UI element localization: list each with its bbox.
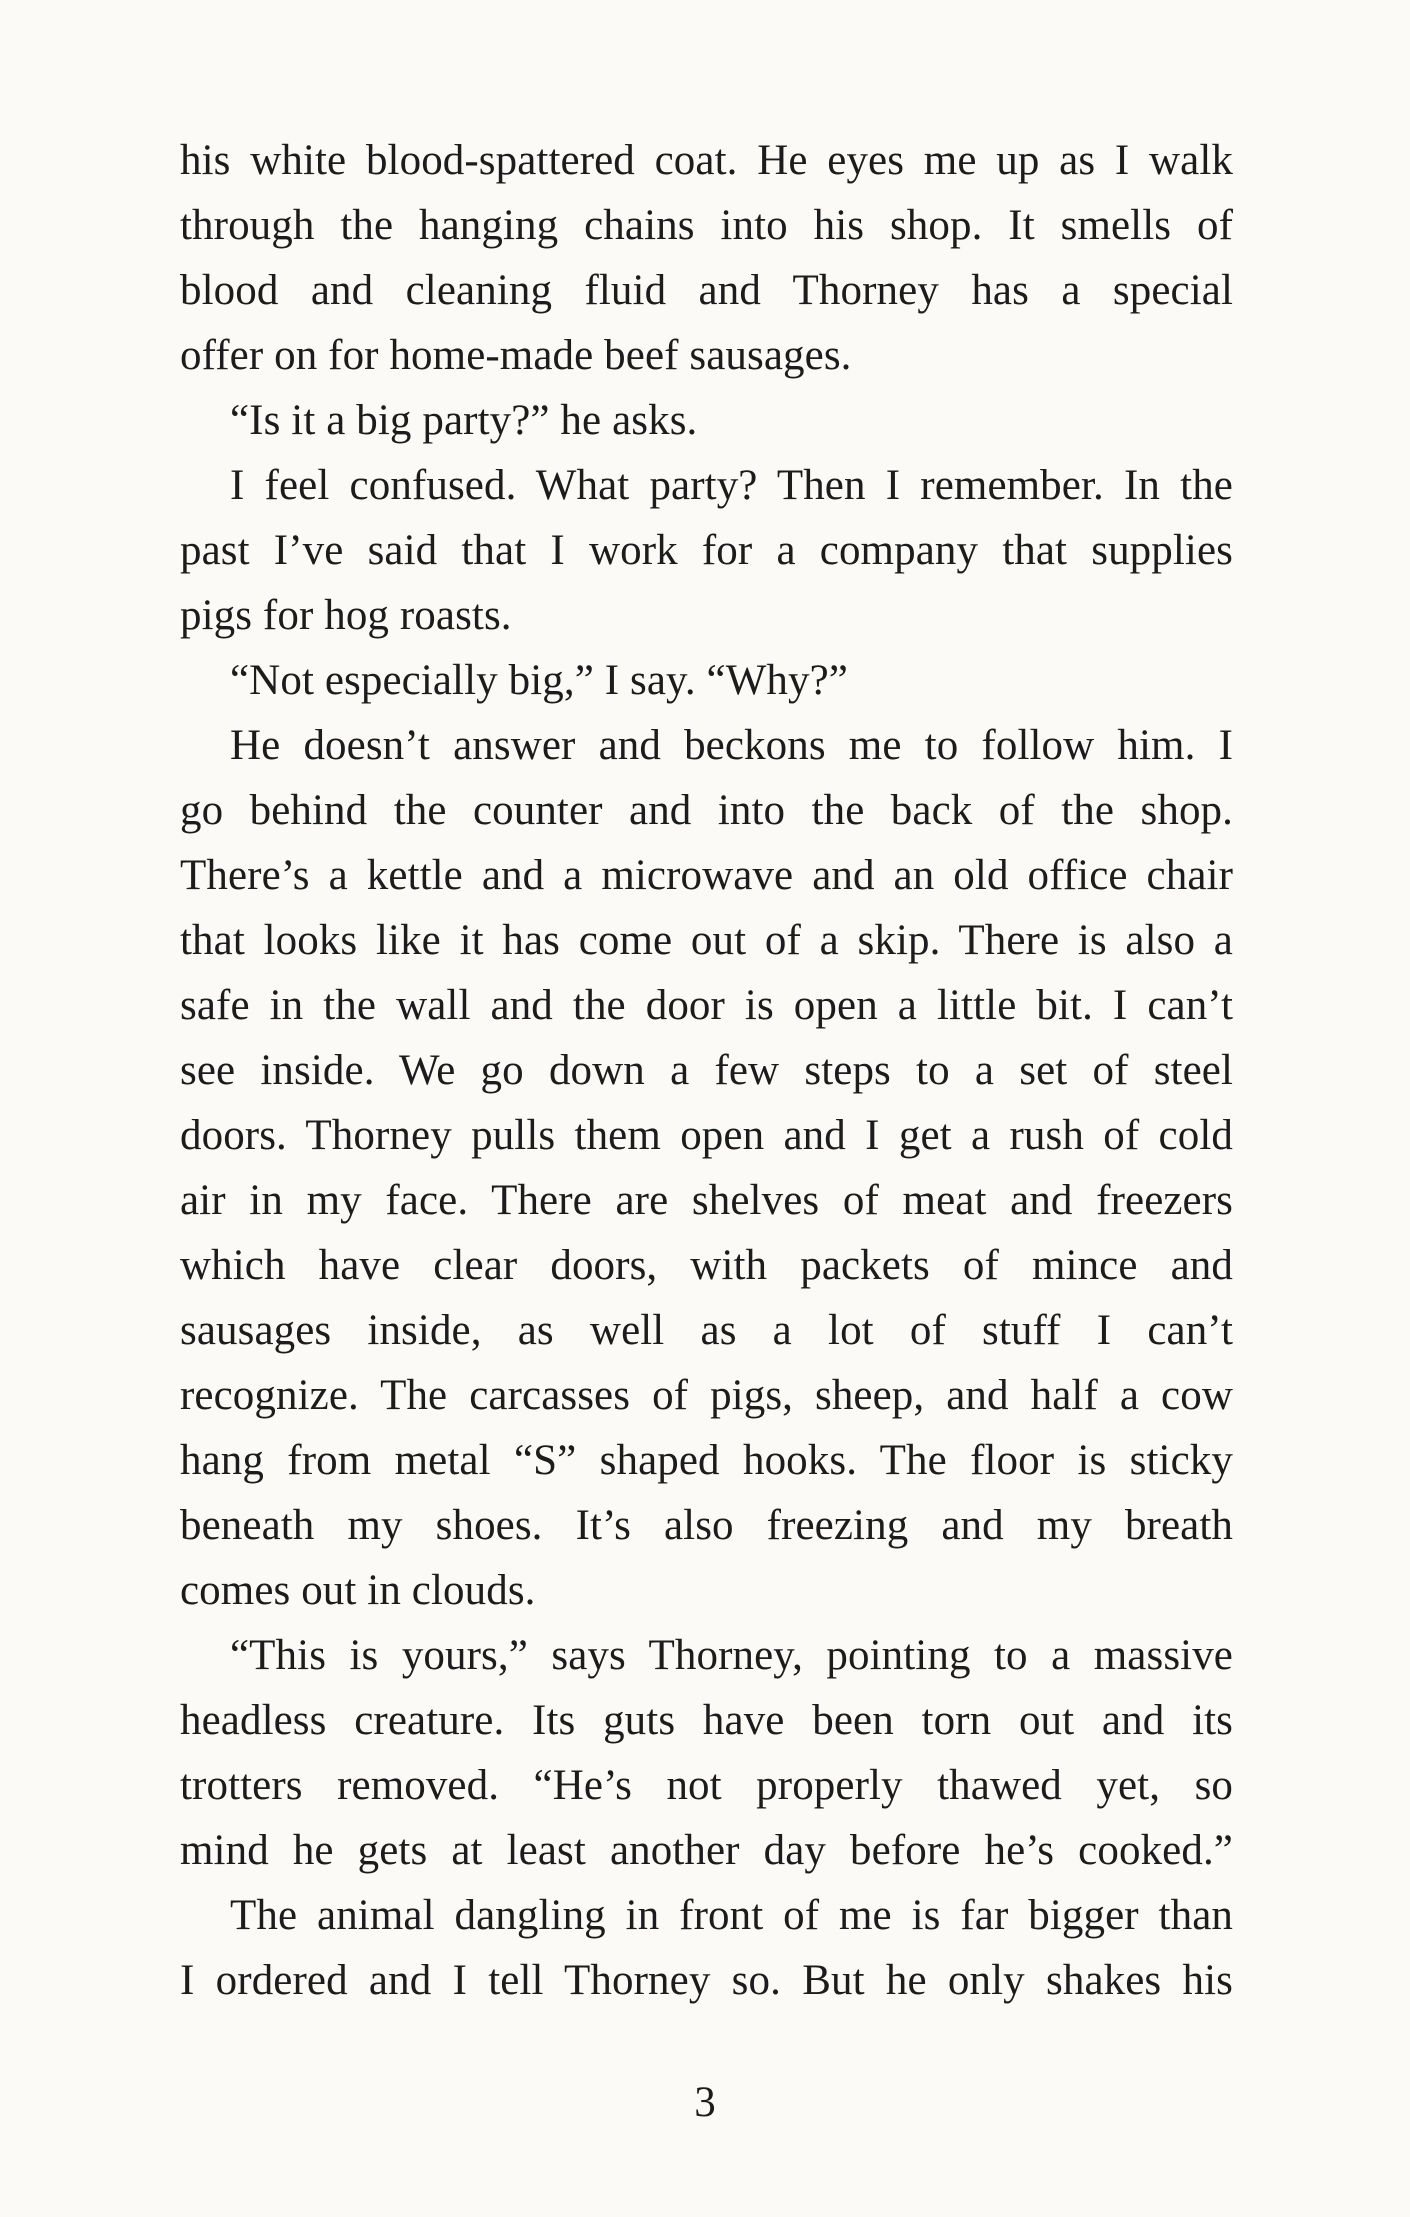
text-line: blood and cleaning fluid and Thorney has a special xyxy=(180,267,1233,314)
text-line: comes out in clouds. xyxy=(180,1567,536,1614)
text-line: I ordered and I tell Thorney so. But he only shakes his xyxy=(180,1957,1233,2004)
text-line: that looks like it has come out of a skip. There is also a xyxy=(180,917,1233,964)
text-line: trotters removed. “He’s not properly thawed yet, so xyxy=(180,1762,1233,1809)
text-line: past I’ve said that I work for a company that supplies xyxy=(180,527,1233,574)
text-line: which have clear doors, with packets of mince and xyxy=(180,1242,1233,1289)
text-line: He doesn’t answer and beckons me to follow him. I xyxy=(230,722,1233,769)
text-line: his white blood-spattered coat. He eyes me up as I walk xyxy=(180,137,1233,184)
text-line: hang from metal “S” shaped hooks. The floor is sticky xyxy=(180,1437,1233,1484)
text-line: pigs for hog roasts. xyxy=(180,592,512,639)
text-line: headless creature. Its guts have been torn out and its xyxy=(180,1697,1233,1744)
text-line: There’s a kettle and a microwave and an old office chair xyxy=(180,852,1233,899)
text-line: air in my face. There are shelves of meat and freezers xyxy=(180,1177,1233,1224)
text-line: recognize. The carcasses of pigs, sheep, and half a cow xyxy=(180,1372,1233,1419)
text-line: “Is it a big party?” he asks. xyxy=(230,397,698,444)
text-line: through the hanging chains into his shop. It smells of xyxy=(180,202,1233,249)
text-line: offer on for home-made beef sausages. xyxy=(180,332,852,379)
text-line: The animal dangling in front of me is far bigger than xyxy=(230,1892,1233,1939)
text-line: I feel confused. What party? Then I remember. In the xyxy=(230,462,1233,509)
text-line: “This is yours,” says Thorney, pointing to a massive xyxy=(230,1632,1233,1679)
text-line: go behind the counter and into the back of the shop. xyxy=(180,787,1233,834)
text-line: “Not especially big,” I say. “Why?” xyxy=(230,657,848,704)
text-line: mind he gets at least another day before he’s cooked.” xyxy=(180,1827,1233,1874)
text-line: beneath my shoes. It’s also freezing and my breath xyxy=(180,1502,1233,1549)
text-line: doors. Thorney pulls them open and I get a rush of cold xyxy=(180,1112,1233,1159)
text-line: safe in the wall and the door is open a little bit. I can’t xyxy=(180,982,1233,1029)
page-number: 3 xyxy=(694,2079,716,2126)
text-line: see inside. We go down a few steps to a set of steel xyxy=(180,1047,1233,1094)
body-text xyxy=(180,128,1233,2013)
text-line: sausages inside, as well as a lot of stuff I can’t xyxy=(180,1307,1233,1354)
